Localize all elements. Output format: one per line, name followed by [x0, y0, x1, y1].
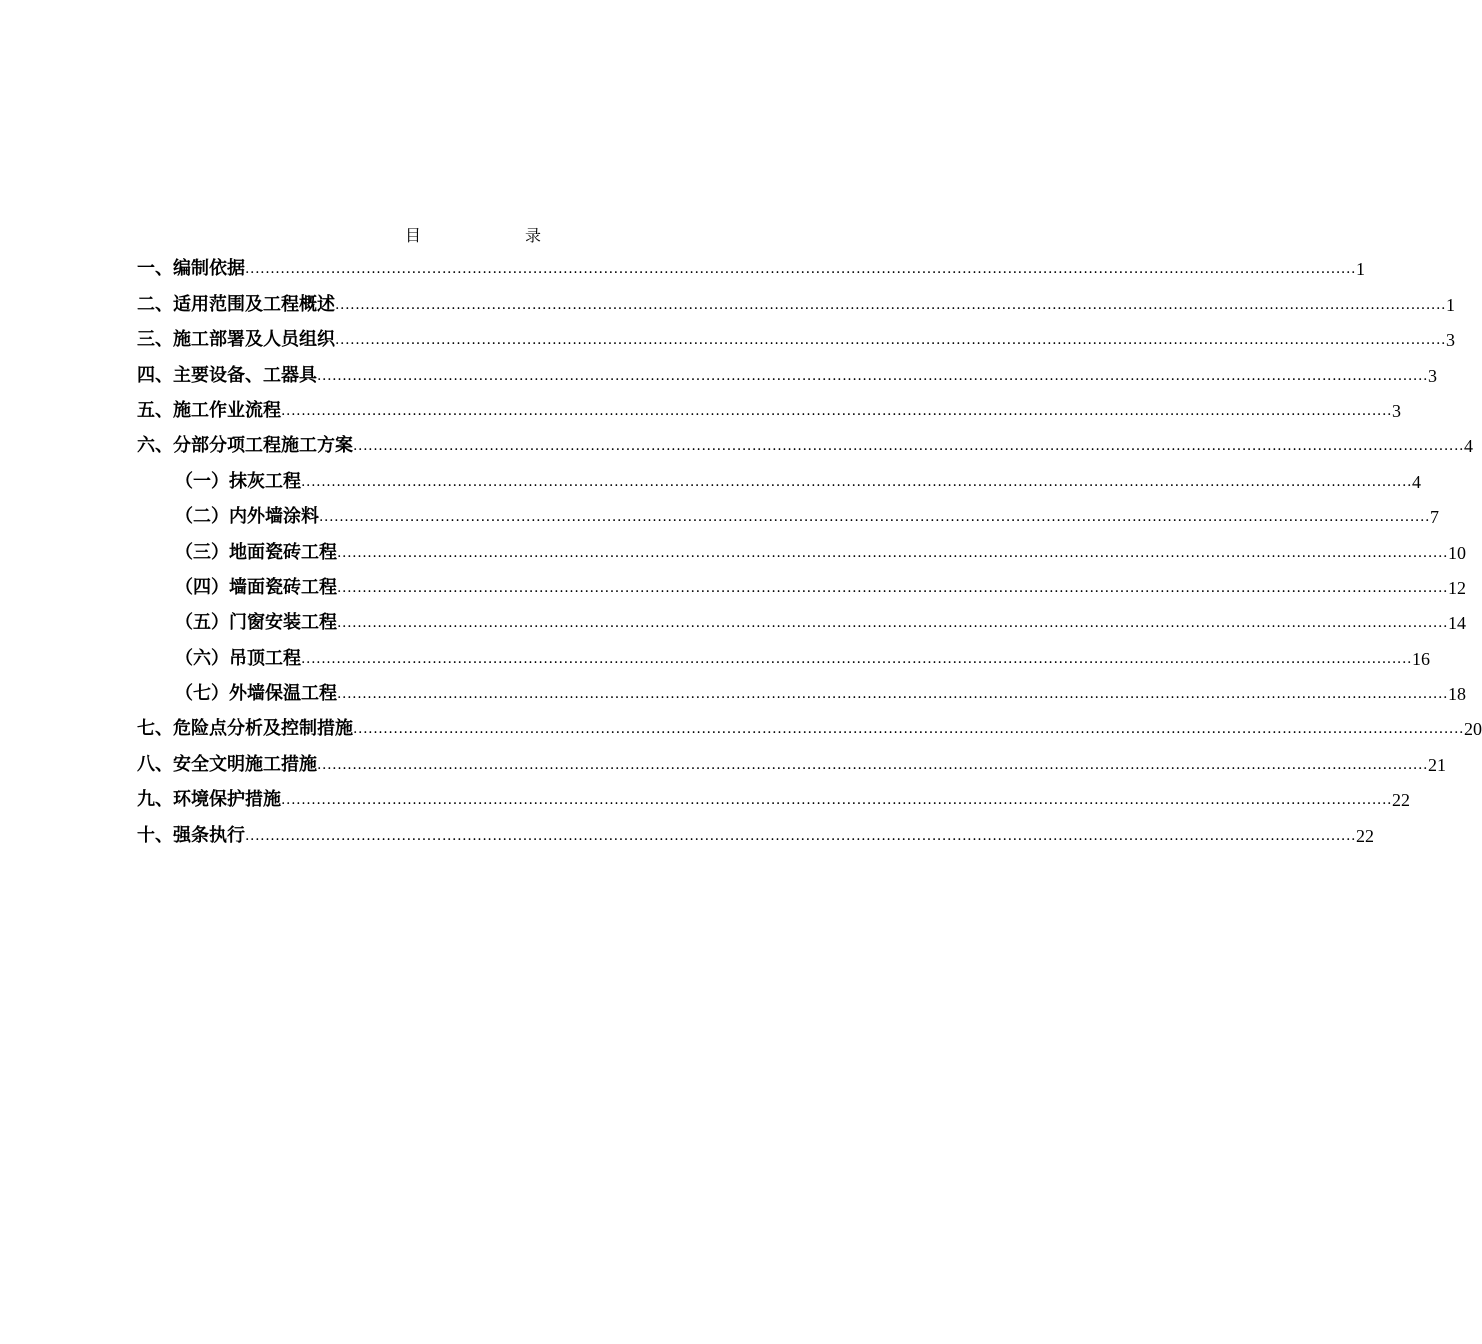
toc-entry-page: 22: [1392, 790, 1411, 811]
toc-entry-label: 四、主要设备、工器具: [137, 364, 317, 386]
toc-subentry-page: 14: [1448, 613, 1467, 634]
toc-entry[interactable]: [137, 811, 1375, 846]
toc-dot-leader: ............................................................................................................................................................................................................................: [335, 296, 1447, 313]
toc-entry-page: 1: [1356, 259, 1366, 280]
toc-dot-leader: ............................................................................................................................................................................................................................: [337, 615, 1449, 632]
toc-entry-page: 3: [1392, 400, 1402, 421]
toc-dot-leader: ............................................................................................................................................................................................................................: [281, 792, 1393, 809]
toc-entry-page: 20: [1464, 719, 1482, 740]
toc-subentry[interactable]: [137, 634, 1431, 669]
toc-entry[interactable]: [137, 280, 1456, 315]
toc-entry[interactable]: [137, 245, 1366, 280]
toc-subentry-label: （五）门窗安装工程: [175, 612, 337, 634]
toc-entry-page: 4: [1464, 436, 1474, 457]
toc-dot-leader: ............................................................................................................................................................................................................................: [337, 686, 1449, 703]
toc-entry-page: 22: [1356, 825, 1375, 846]
toc-dot-leader: ............................................................................................................................................................................................................................: [337, 579, 1449, 596]
toc-entry-page: 1: [1446, 294, 1456, 315]
toc-entry-label: 一、编制依据: [137, 258, 245, 280]
toc-subentry[interactable]: [137, 457, 1422, 492]
toc-subentry-page: 18: [1448, 684, 1467, 705]
toc-entry-label: 八、安全文明施工措施: [137, 753, 317, 775]
toc-subentry-page: 10: [1448, 542, 1467, 563]
toc-entry[interactable]: [137, 705, 1482, 740]
toc-entry[interactable]: [137, 740, 1447, 775]
toc-dot-leader: ............................................................................................................................................................................................................................: [353, 721, 1465, 738]
toc-entry-label: 九、环境保护措施: [137, 789, 281, 811]
toc-entry-label: 三、施工部署及人员组织: [137, 329, 335, 351]
toc-entry-page: 3: [1446, 330, 1456, 351]
toc-entry[interactable]: [137, 422, 1474, 457]
toc-subentry-page: 12: [1448, 577, 1467, 598]
toc-entry-label: 五、施工作业流程: [137, 399, 281, 421]
toc-entry-label: 二、适用范围及工程概述: [137, 293, 335, 315]
toc-dot-leader: ............................................................................................................................................................................................................................: [335, 332, 1447, 349]
toc-entry[interactable]: [137, 387, 1402, 422]
toc-title: 目 录: [404, 226, 585, 245]
toc-dot-leader: ............................................................................................................................................................................................................................: [337, 544, 1449, 561]
toc-entry-label: 七、危险点分析及控制措施: [137, 718, 353, 740]
toc-subentry-page: 4: [1412, 471, 1422, 492]
toc-subentry-label: （六）吊顶工程: [175, 647, 301, 669]
toc-entry[interactable]: [137, 776, 1411, 811]
toc-subentry[interactable]: [137, 599, 1467, 634]
toc-entry-page: 21: [1428, 754, 1447, 775]
toc-entry[interactable]: [137, 351, 1438, 386]
toc-subentry-label: （三）地面瓷砖工程: [175, 541, 337, 563]
toc-subentry-page: 7: [1430, 507, 1440, 528]
toc-dot-leader: ............................................................................................................................................................................................................................: [281, 402, 1393, 419]
toc-dot-leader: ............................................................................................................................................................................................................................: [301, 473, 1413, 490]
toc-dot-leader: ............................................................................................................................................................................................................................: [353, 438, 1465, 455]
toc-dot-leader: ............................................................................................................................................................................................................................: [245, 827, 1357, 844]
toc-entry-label: 六、分部分项工程施工方案: [137, 435, 353, 457]
toc-dot-leader: ............................................................................................................................................................................................................................: [301, 650, 1413, 667]
toc-dot-leader: ............................................................................................................................................................................................................................: [319, 509, 1431, 526]
toc-entry[interactable]: [137, 316, 1456, 351]
toc-subentry[interactable]: [137, 670, 1467, 705]
toc-subentry[interactable]: [137, 493, 1440, 528]
table-of-contents: [137, 245, 1482, 847]
toc-subentry-page: 16: [1412, 648, 1431, 669]
toc-dot-leader: ............................................................................................................................................................................................................................: [245, 261, 1357, 278]
toc-subentry-label: （二）内外墙涂料: [175, 506, 319, 528]
toc-entry-label: 十、强条执行: [137, 824, 245, 846]
toc-dot-leader: ............................................................................................................................................................................................................................: [317, 367, 1429, 384]
toc-dot-leader: ............................................................................................................................................................................................................................: [317, 756, 1429, 773]
toc-subentry-label: （七）外墙保温工程: [175, 683, 337, 705]
toc-subentry[interactable]: [137, 528, 1467, 563]
toc-subentry-label: （四）墙面瓷砖工程: [175, 576, 337, 598]
toc-subentry[interactable]: [137, 564, 1467, 599]
toc-subentry-label: （一）抹灰工程: [175, 470, 301, 492]
toc-entry-page: 3: [1428, 365, 1438, 386]
